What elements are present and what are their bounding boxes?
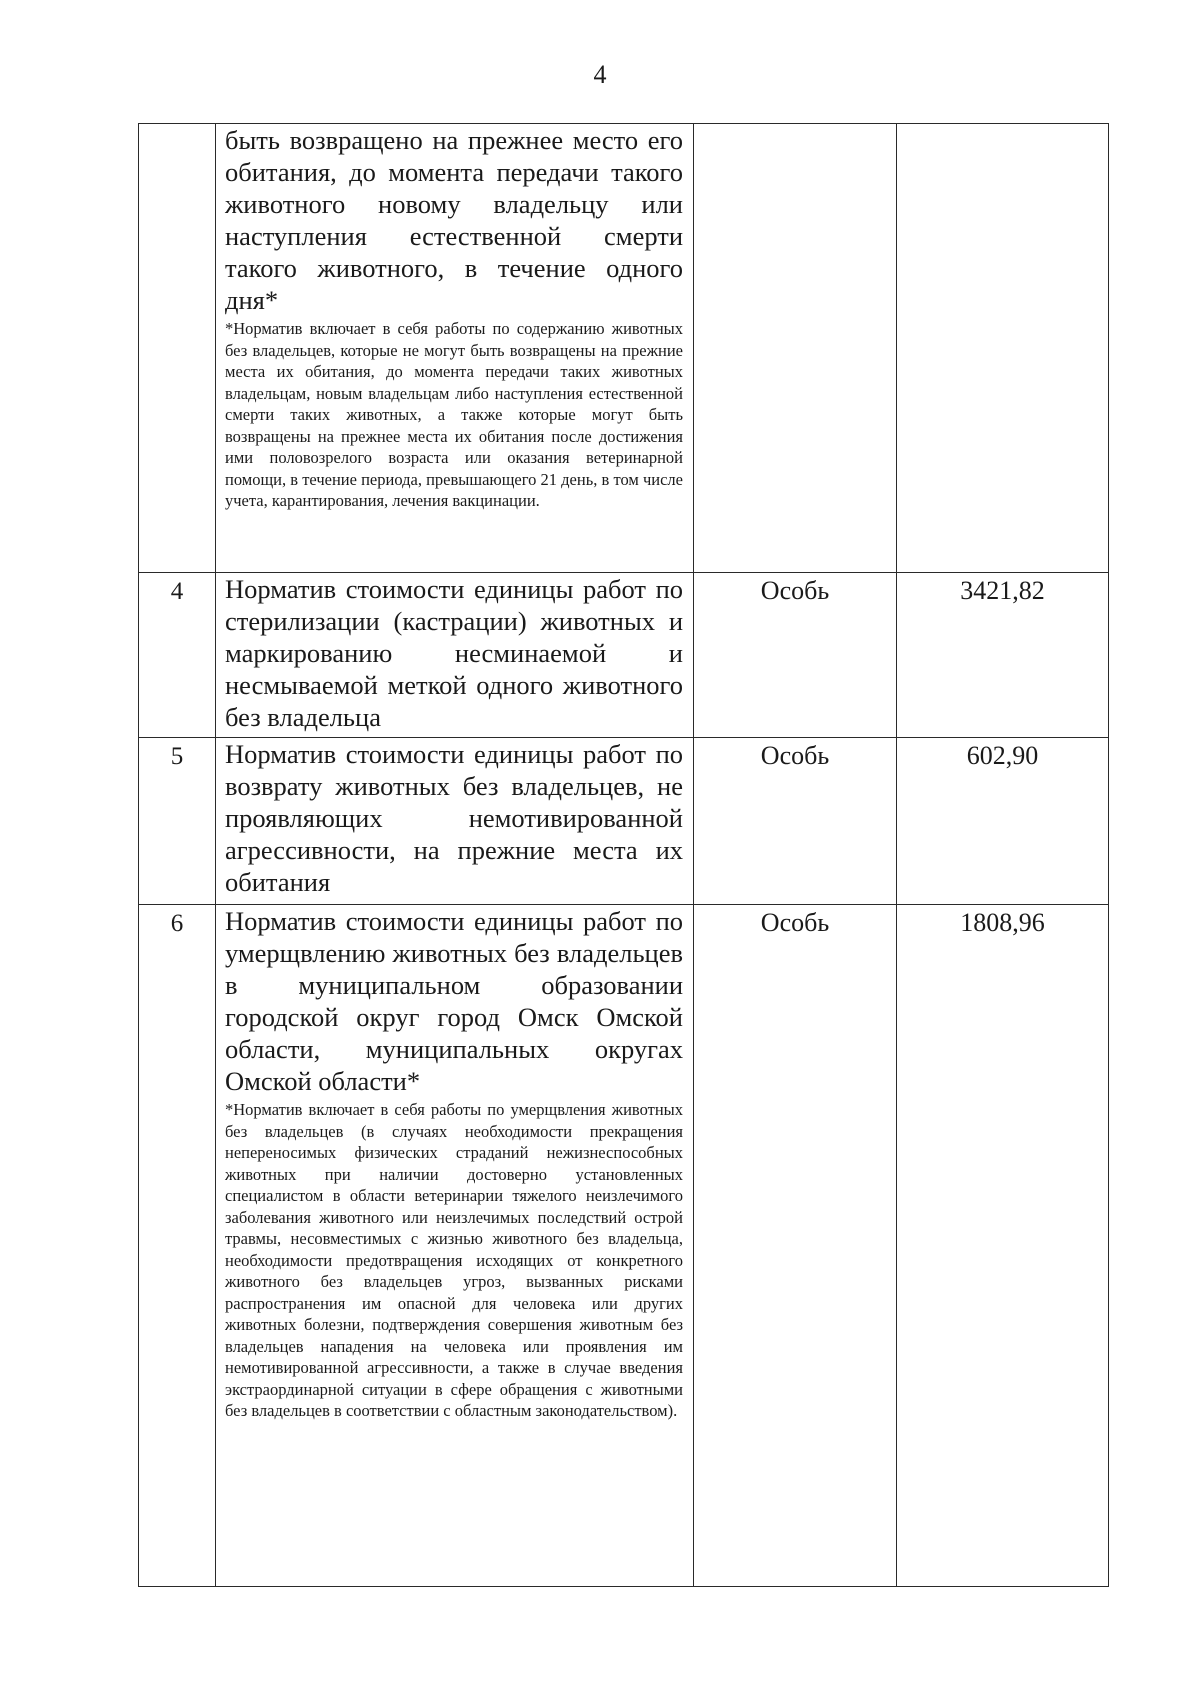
norm-description [216, 124, 694, 573]
unit-cell: Особь [694, 573, 897, 738]
norm-description [216, 905, 694, 1587]
norms-table [138, 123, 1109, 1587]
row-number: 6 [139, 905, 216, 1587]
table-row [139, 124, 1109, 573]
unit-cell: Особь [694, 738, 897, 905]
value-cell: 3421,82 [897, 573, 1109, 738]
unit-cell: Особь [694, 905, 897, 1587]
unit-cell [694, 124, 897, 573]
value-cell [897, 124, 1109, 573]
page-number: 4 [593, 60, 607, 89]
table-row [139, 573, 1109, 738]
table-row [139, 905, 1109, 1587]
norm-name: Норматив стоимости единицы работ по умерщвлению животных без владельцев в муниципальном образовании городской округ город Омск Омской области, муниципальных округах Омской области* [225, 906, 683, 1096]
row-number [139, 124, 216, 573]
norm-name: Норматив стоимости единицы работ по возврату животных без владельцев, не проявляющих немотивированной агрессивности, на прежние места их обитания [225, 739, 683, 897]
row-number: 4 [139, 573, 216, 738]
value-cell: 1808,96 [897, 905, 1109, 1587]
table-row [139, 738, 1109, 905]
value-cell: 602,90 [897, 738, 1109, 905]
norm-footnote: *Норматив включает в себя работы по умерщвления животных без владельцев (в случаях необходимости прекращения непереносимых физических страданий нежизнеспособных животных при наличии достоверно установленных специалистом в области ветеринарии тяжелого неизлечимого заболевания животного или неизлечимых последствий острой травмы, несовместимых с жизнью животного без владельца, необходимости предотвращения исходящих от конкретного животного без владельцев угроз, вызванных рисками распространения им опасной для человека или других животных болезни, подтверждения совершения животным без владельцев нападения на человека или проявления им немотивированной агрессивности, а также в случае введения экстраординарной ситуации в сфере обращения с животными без владельцев в соответствии с областным законодательством). [225, 1100, 683, 1420]
norm-description [216, 738, 694, 905]
norm-name: Норматив стоимости единицы работ по стерилизации (кастрации) животных и маркированию несминаемой и несмываемой меткой одного животного без владельца [225, 574, 683, 732]
row-number: 5 [139, 738, 216, 905]
norm-name: быть возвращено на прежнее место его обитания, до момента передачи такого животного новому владельцу или наступления естественной смерти такого животного, в течение одного дня* [225, 125, 683, 315]
norm-description [216, 573, 694, 738]
norm-footnote: *Норматив включает в себя работы по содержанию животных без владельцев, которые не могут быть возвращены на прежние места их обитания, до момента передачи таких животных владельцам, новым владельцам либо наступления естественной смерти таких животных, а также которые могут быть возвращены на прежнее места их обитания после достижения ими половозрелого возраста или оказания ветеринарной помощи, в течение периода, превышающего 21 день, в том числе учета, карантирования, лечения вакцинации. [225, 319, 683, 510]
